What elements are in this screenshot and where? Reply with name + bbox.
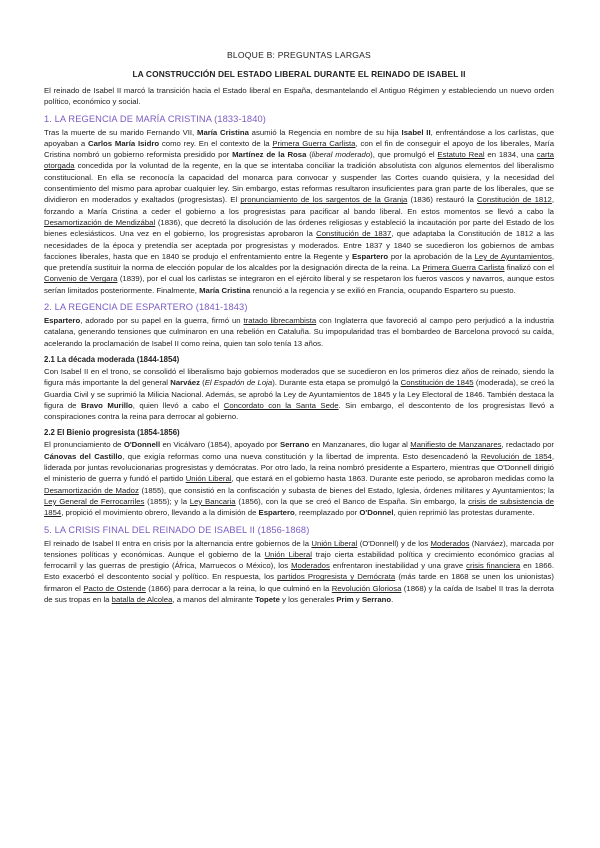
document-title: LA CONSTRUCCIÓN DEL ESTADO LIBERAL DURANTE EL REINADO DE ISABEL II — [132, 69, 466, 79]
bold-term: Narváez — [170, 378, 200, 388]
underlined-term: Desamortización de Madoz — [44, 485, 139, 495]
text-run: El pronunciamiento de — [44, 440, 124, 450]
underlined-term: crisis de subsistencia de 1854 — [44, 496, 554, 518]
bold-term: O'Donnell — [123, 440, 161, 450]
underlined-term: Pacto de Ostende — [83, 583, 146, 593]
text-run: Con Isabel II en el trono, se consolidó el liberalismo bajo gobiernos moderados que se sucedieron en los primeros diez años de reinado, siendo la figura más importante la del general — [44, 366, 554, 388]
italic-term: liberal moderado — [311, 150, 371, 160]
text-run: . Sin embargo, el descontento de los progresistas llevó a conspiraciones contra la reina para derrocar al gobierno. — [44, 400, 554, 422]
text-run: enfrentaron inestabilidad y una grave — [329, 561, 467, 571]
text-run: , propició el movimiento obrero, llevando a la dimisión de — [61, 508, 259, 518]
underlined-term: Convenio de Vergara — [44, 274, 118, 284]
text-run: ( — [199, 378, 205, 388]
text-run: con Inglaterra que favoreció al campo pero perjudicó a la industria catalana, generando tensiones que culminaron en una rebelión en Cataluña. Su impopularidad tras el bombardeo de Barcelona provocó su caída, acelerando la proclamación de Isabel II como reina, quien tan solo tenía 13 años. — [44, 316, 554, 348]
text-run: , que estará en el gobierno hasta 1863. Durante este periodo, se aprobaron medidas como la — [231, 474, 554, 484]
underlined-term: Estatuto Real — [437, 150, 485, 160]
text-run: (1836) restauró la — [407, 195, 477, 205]
bold-term: Espartero — [258, 508, 295, 518]
bold-term: Carlos María Isidro — [87, 138, 160, 148]
bold-term: Isabel II — [401, 127, 431, 137]
underlined-term: Revolución Gloriosa — [331, 583, 402, 593]
underlined-term: Moderados — [291, 561, 330, 571]
block-label: BLOQUE B: PREGUNTAS LARGAS — [226, 50, 371, 60]
text-run: (1836), que decretó la disolución de las órdenes religiosas y estableció la incautación por parte del Estado de los bienes eclesiásticos. Una vez en el gobierno, los progresistas aprobaron la — [44, 217, 554, 239]
underlined-term: Primera Guerra Carlista — [422, 263, 505, 273]
text-run: , enfrentándose a los carlistas, que apoyaban a — [44, 127, 555, 148]
underlined-term: crisis financiera — [466, 561, 521, 571]
underlined-term: Constitución de 1837 — [316, 229, 392, 239]
text-run: ( — [306, 150, 312, 160]
underlined-term: Concordato con la Santa Sede — [223, 400, 339, 410]
bold-term: Espartero — [44, 316, 81, 326]
italic-term: El Espadón de Loja — [204, 378, 273, 388]
underlined-term: Ley Bancaria — [189, 496, 236, 506]
underlined-term: partidos Progresista y Demócrata — [277, 572, 396, 582]
bold-term: Cánovas del Castillo — [44, 451, 123, 461]
text-run: , que adaptaba la Constitución de 1812 a las necesidades de la época y pretendía ser aceptada por progresistas y moderados. Entre 1837 y 1840 se sucedieron los gobiernos de ambas facciones liberales, hasta que en 1840 se produjo el enfrentamiento entre la Regente y — [44, 229, 554, 261]
text-run: El reinado de Isabel II marcó la transición hacia el Estado liberal en España, desmantelando el Antiguo Régimen y estableciendo un nuevo orden político, económico y social. — [44, 86, 554, 107]
text-run: , quien llevó a cabo el — [132, 400, 224, 410]
text-run: ). Durante esta etapa se promulgó la — [272, 378, 401, 388]
underlined-term: tratado librecambista — [243, 316, 317, 326]
text-run: , que pretendía sustituir la norma de elección popular de los alcaldes por la designación directa de la reina. La — [44, 251, 554, 273]
section-1-heading: 1. LA REGENCIA DE MARÍA CRISTINA (1833-1840) — [44, 113, 266, 124]
text-run: , liderada por juntas revolucionarias progresistas y demócratas. Por otro lado, la reina nombró presidente a Espartero, mientras que O'Donnell dirigió el ministerio de guerra y fundó el partido — [44, 451, 554, 484]
underlined-term: pronunciamiento de los sargentos de la Granja — [240, 195, 408, 205]
underlined-term: Unión Liberal — [185, 474, 232, 484]
text-run: y los generales — [279, 594, 337, 604]
text-run: Tras la muerte de su marido Fernando VII, — [44, 127, 197, 137]
text-run: (1866) para derrocar a la reina, lo que culminó en la — [145, 583, 332, 593]
underlined-term: Primera Guerra Carlista — [272, 138, 356, 148]
underlined-term: Unión Liberal — [264, 549, 312, 559]
text-run: en Manzanares, dio lugar al — [309, 440, 411, 450]
subsection-2-2-heading: 2.2 El Bienio progresista (1854-1856) — [44, 428, 180, 438]
bold-term: Topete — [255, 594, 280, 604]
text-run: (Narváez), marcada por tensiones políticas y económicas. Aunque el gobierno de la — [44, 538, 554, 559]
underlined-term: Moderados — [430, 538, 470, 548]
text-run: y — [353, 594, 362, 604]
underlined-term: Constitución de 1845 — [400, 378, 474, 388]
bold-term: María Cristina — [199, 285, 251, 295]
text-run: , con el fin de conseguir el apoyo de los liberales, María Cristina nombró un gobierno reformista presidido por — [44, 138, 554, 160]
section-5-paragraph — [44, 538, 554, 606]
text-run: (1868) y la caída de Isabel II tras la derrota de sus tropas en la — [44, 583, 554, 604]
text-run: ), que promulgó el — [370, 150, 438, 160]
text-run: El reinado de Isabel II entra en crisis por la alternancia entre gobiernos de la — [44, 538, 312, 548]
text-run: (1855), que consistió en la confiscación y subasta de bienes del Estado, Iglesia, órdenes militares y Ayuntamientos; la — [138, 485, 555, 495]
bold-term: Bravo Murillo — [80, 400, 133, 410]
text-run: , quien reprimió las protestas duramente. — [393, 508, 535, 518]
underlined-term: Ley General de Ferrocarriles — [44, 496, 145, 506]
underlined-term: Ley de Ayuntamientos — [474, 251, 552, 261]
text-run: finalizó con el — [504, 263, 554, 273]
text-run: concedida por la voluntad de la regente, en la que se intentaba conciliar la tradición absolutista con algunos elementos del liberalismo constitucional. En ella se reconocía la capacidad del monarca para convocar y suspender las Cortes cuando quisiera, y la necesidad del consentimiento del mismo para aprobar cualquier ley. Sin embargo, estas reformas resultaron insuficientes para gran parte de los liberales, que se dividieron en moderados y exaltados (progresistas). El — [44, 161, 554, 205]
text-run: en Vicálvaro (1854), apoyado por — [160, 440, 280, 450]
text-run: , forzando a María Cristina a ceder el gobierno a los progresistas para pacificar al bando liberal. En estos momentos se llevó a cabo la — [44, 195, 555, 216]
text-run: (1855); y la — [144, 496, 190, 506]
text-run: , redactado por — [501, 440, 554, 450]
text-run: , que exigía reformas como una nueva constitución y la libertad de imprenta. Esto desencadenó la — [122, 451, 481, 461]
subsection-2-2-paragraph — [44, 439, 554, 518]
underlined-term: Unión Liberal — [311, 538, 358, 548]
underlined-term: Desamortización de Mendizábal — [44, 217, 156, 227]
text-run: , a manos del almirante — [172, 594, 256, 604]
text-run: (más tarde en 1868 se unen los unionistas) firmaron el — [44, 572, 554, 593]
text-run: (O'Donnell) y de los — [357, 538, 431, 548]
text-run: . — [391, 594, 394, 604]
text-run: (moderada), se creó la Guardia Civil y se suprimió la Milicia Nacional. Además, se aprobó la Ley de Ayuntamientos de 1845 y la Ley Electoral de 1846. También destaca la figura de — [44, 378, 555, 410]
bold-term: María Cristina — [197, 127, 249, 137]
section-5-heading: 5. LA CRISIS FINAL DEL REINADO DE ISABEL II (1856-1868) — [44, 524, 310, 535]
underlined-term: batalla de Alcolea — [111, 594, 173, 604]
text-run: en 1834, una — [484, 150, 537, 160]
subsection-2-1-heading: 2.1 La década moderada (1844-1854) — [44, 354, 180, 364]
text-run: asumió la Regencia en nombre de su hija — [248, 127, 402, 137]
text-run: por la aprobación de la — [388, 251, 475, 261]
underlined-term: Revolución de 1854 — [480, 451, 552, 461]
text-run: (1856), con la que se creó el Banco de España. Sin embargo, la — [235, 496, 469, 506]
subsection-2-1-paragraph — [44, 366, 554, 422]
bold-term: Serrano — [279, 440, 310, 450]
bold-term: O'Donnel — [359, 508, 394, 518]
text-run: (1839), por el cual los carlistas se integraron en el ejército liberal y se respetaron los fueros vascos y navarros, aunque estos serían limitados posteriormente. Finalmente, — [44, 274, 554, 295]
text-run: como rey. En el contexto de la — [159, 138, 273, 148]
text-run: , reemplazado por — [294, 508, 360, 518]
section-1-paragraph — [44, 127, 554, 296]
underlined-term: carta otorgada — [44, 150, 554, 171]
bold-term: Serrano — [361, 594, 392, 604]
underlined-term: Constitución de 1812 — [476, 195, 552, 205]
section-2-heading: 2. LA REGENCIA DE ESPARTERO (1841-1843) — [44, 302, 248, 313]
underlined-term: Manifiesto de Manzanares — [410, 440, 502, 450]
intro-paragraph — [44, 85, 554, 108]
bold-term: Prim — [336, 594, 354, 604]
text-run: trajo cierta estabilidad política y crecimiento económico gracias al ferrocarril y las guerras de prestigio (África, Marruecos o México), los — [44, 549, 554, 571]
text-run: , adorado por su papel en la guerra, firmó un — [80, 316, 244, 326]
text-run: renunció a la regencia y se exilió en Francia, ocupando Espartero su puesto. — [250, 285, 516, 295]
bold-term: Espartero — [351, 251, 389, 261]
section-2-paragraph — [44, 315, 554, 349]
bold-term: Martínez de la Rosa — [232, 150, 307, 160]
text-run: en 1866. Esto exacerbó el descontento social y político. En respuesta, los — [44, 561, 554, 582]
